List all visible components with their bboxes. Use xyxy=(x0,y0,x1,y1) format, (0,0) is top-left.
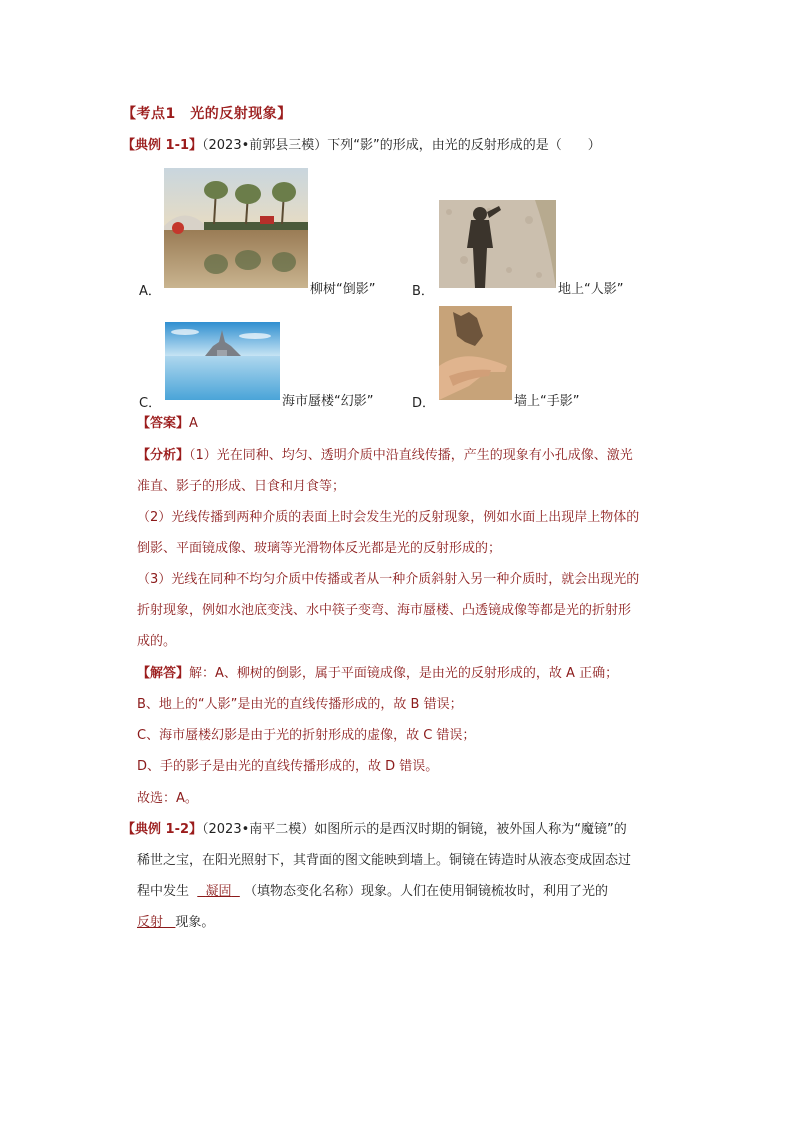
option-a-text: 柳树“倒影” xyxy=(310,282,376,297)
example-1-1-stem xyxy=(122,134,601,153)
analysis-line-4: 倒影、平面镜成像、玻璃等光滑物体反光都是光的反射形成的； xyxy=(137,541,502,556)
question-text: （2023•前郭县三模）下列“影”的形成，由光的反射形成的是（ ） xyxy=(202,138,601,153)
answer-line xyxy=(137,414,198,434)
example-tag: 【典例 1-1】 xyxy=(122,138,203,153)
answer-tag: 【答案】 xyxy=(137,416,190,431)
solution-line-4: D、手的影子是由光的直线传播形成的，故 D 错误。 xyxy=(137,759,439,774)
analysis-line-6: 折射现象，例如水池底变浅、水中筷子变弯、海市蜃楼、凸透镜成像等都是光的折射形 xyxy=(137,603,632,618)
section-title: 【考点1 光的反射现象】 xyxy=(122,106,292,122)
analysis-line-7: 成的。 xyxy=(137,634,177,649)
example-1-2-line-4 xyxy=(137,913,214,933)
question-text: 现象。 xyxy=(175,915,215,930)
option-b-letter: B． xyxy=(412,284,434,299)
analysis-tag: 【分析】 xyxy=(137,448,190,463)
example-1-2-line-2: 稀世之宝，在阳光照射下，其背面的图文能映到墙上。铜镜在铸造时从液态变成固态过 xyxy=(137,853,632,868)
example-1-2-line-1 xyxy=(122,820,627,840)
fill-blank-answer-1 xyxy=(197,884,240,899)
solution-line-2: B、地上的“人影”是由光的直线传播形成的，故 B 错误； xyxy=(137,697,463,712)
analysis-line-5: （3）光线在同种不均匀介质中传播或者从一种介质斜射入另一种介质时，就会出现光的 xyxy=(137,572,640,587)
hand-shadow-photo xyxy=(439,306,512,400)
question-text: （填物态变化名称）现象。人们在使用铜镜梳妆时，利用了光的 xyxy=(243,884,608,899)
fill-blank-answer-2 xyxy=(137,915,175,930)
option-b-text: 地上“人影” xyxy=(558,282,624,297)
solution-text: 解：A、柳树的倒影，属于平面镜成像，是由光的反射形成的，故 A 正确； xyxy=(189,666,619,681)
solution-tag: 【解答】 xyxy=(137,666,190,681)
option-c-letter: C． xyxy=(139,396,162,411)
mirage-photo xyxy=(165,322,280,400)
analysis-line-1 xyxy=(137,446,633,466)
solution-line-1 xyxy=(137,664,618,684)
option-d-letter: D． xyxy=(412,396,436,411)
question-text: （2023•南平二模）如图所示的是西汉时期的铜镜，被外国人称为“魔镜”的 xyxy=(202,822,627,837)
option-d-text: 墙上“手影” xyxy=(514,394,580,409)
option-c-text: 海市蜃楼“幻影” xyxy=(282,394,374,409)
analysis-line-2: 准直、影子的形成、日食和月食等； xyxy=(137,479,346,494)
ground-shadow-photo xyxy=(439,200,556,288)
analysis-text: （1）光在同种、均匀、透明介质中沿直线传播，产生的现象有小孔成像、激光 xyxy=(189,448,633,463)
solution-line-3: C、海市蜃楼幻影是由于光的折射形成的虚像，故 C 错误； xyxy=(137,728,476,743)
solution-line-5: 故选：A。 xyxy=(137,791,198,806)
blank-text: 凝固 xyxy=(205,884,232,899)
example-1-2-line-3 xyxy=(137,882,608,902)
question-text: 程中发生 xyxy=(137,884,190,899)
answer-value: A xyxy=(189,416,198,431)
analysis-line-3: （2）光线传播到两种介质的表面上时会发生光的反射现象，例如水面上出现岸上物体的 xyxy=(137,510,640,525)
willow-reflection-photo xyxy=(164,168,308,288)
option-a-letter: A． xyxy=(139,284,161,299)
blank-text: 反射 xyxy=(137,915,164,930)
example-tag: 【典例 1-2】 xyxy=(122,822,203,837)
